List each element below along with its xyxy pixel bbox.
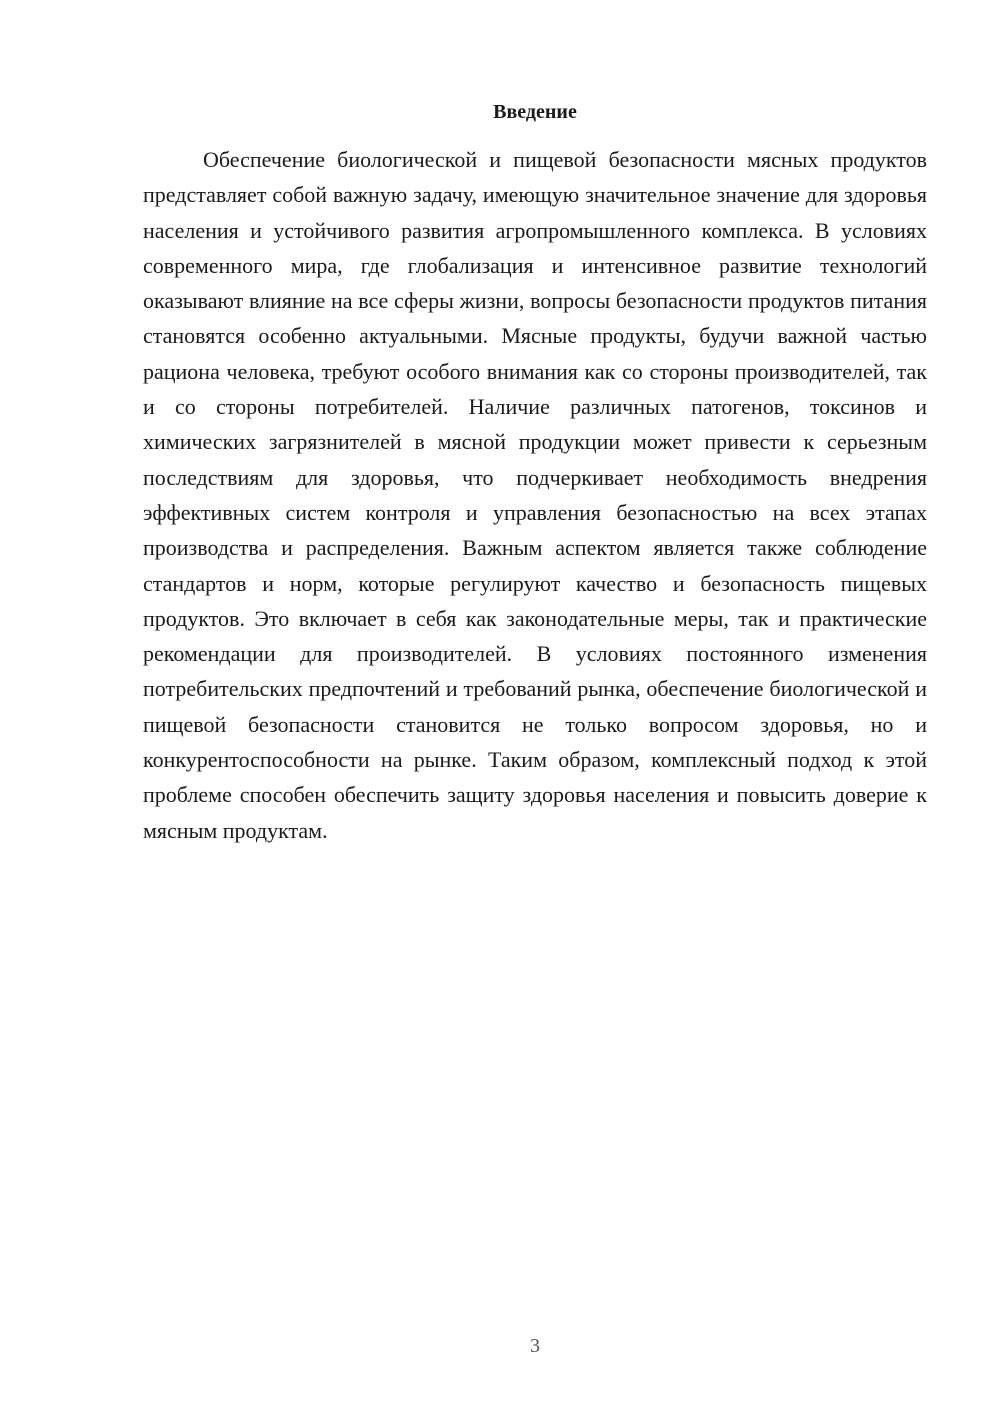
body-paragraph: Обеспечение биологической и пищевой безопасности мясных продуктов представляет собой важную задачу, имеющую значительное значение для здоровья населения и устойчивого развития агропромышленного комплекса. В условиях современного мира, где глобализация и интенсивное развитие технологий оказывают влияние на все сферы жизни, вопросы безопасности продуктов питания становятся особенно актуальными. Мясные продукты, будучи важной частью рациона человека, требуют особого внимания как со стороны производителей, так и со стороны потребителей. Наличие различных патогенов, токсинов и химических загрязнителей в мясной продукции может привести к серьезным последствиям для здоровья, что подчеркивает необходимость внедрения эффективных систем контроля и управления безопасностью на всех этапах производства и распределения. Важным аспектом является также соблюдение стандартов и норм, которые регулируют качество и безопасность пищевых продуктов. Это включает в себя как законодательные меры, так и практические рекомендации для производителей. В условиях постоянного изменения потребительских предпочтений и требований рынка, обеспечение биологической и пищевой безопасности становится не только вопросом здоровья, но и конкурентоспособности на рынке. Таким образом, комплексный подход к этой проблеме способен обеспечить защиту здоровья населения и повысить доверие к мясным продуктам. bbox=[143, 147, 927, 843]
section-title: Введение bbox=[493, 101, 577, 123]
page-number: 3 bbox=[530, 1335, 540, 1357]
